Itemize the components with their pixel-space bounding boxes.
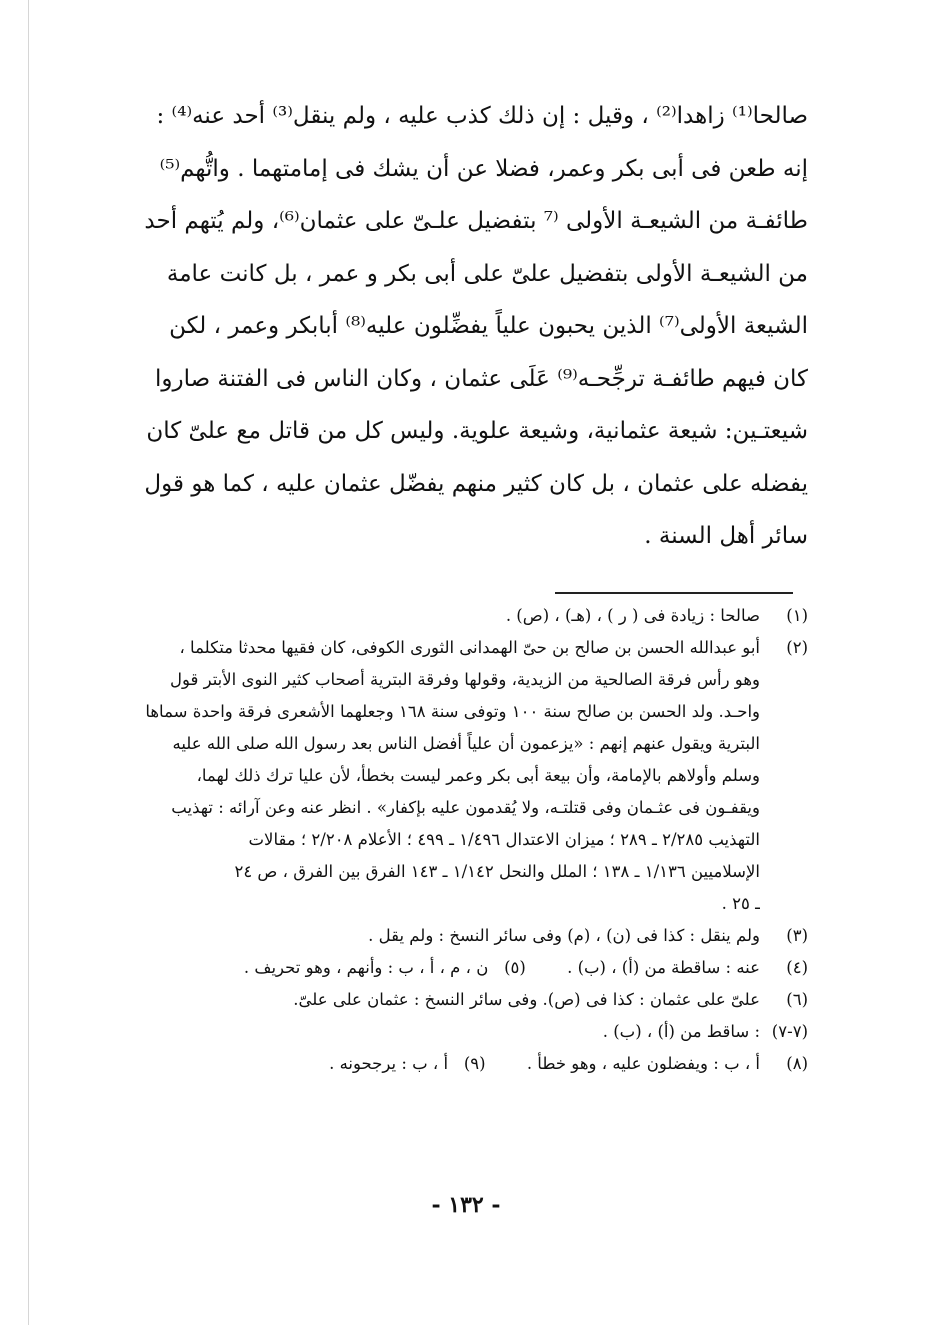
footnote-text: عنه : ساقطة من (أ) ، (ب) . — [567, 958, 760, 977]
footnote-text: الإسلاميين ١/١٣٦ ـ ١٣٨ ؛ الملل والنحل ١/١٤٢ ـ ١٤٣ الفرق بين الفرق ، ص ٢٤ — [234, 862, 760, 881]
footnote-text: أ ، ب : ويفضلون عليه ، وهو خطأ . — [526, 1054, 760, 1073]
footnote-8 — [92, 1048, 808, 1080]
main-line: طائفـة من الشيعـة الأولى ⁽⁷ بتفضيل علـىّ على عثمان⁽⁶⁾، ولم يُتهم أحد — [144, 208, 808, 234]
left-margin-line — [28, 0, 29, 1325]
main-line: الشيعة الأولى⁽⁷⁾ الذين يحبون علياً يفضِّلون عليه⁽⁸⁾ أبابكر وعمر ، لكن — [169, 313, 808, 339]
main-text-block — [92, 90, 808, 563]
footnote-number: (٥) — [504, 958, 526, 977]
footnote-number: (٣) — [786, 926, 808, 945]
footnote-2 — [92, 632, 808, 920]
footnote-text: ن ، م ، أ ، ب : وأنهم ، وهو تحريف . — [243, 958, 489, 977]
footnote-text: واحـد. ولد الحسن بن صالح سنة ١٠٠ وتوفى سنة ١٦٨ وجعلهما الأشعرى فرقة واحدة سماها — [145, 702, 760, 721]
footnote-7 — [92, 1016, 808, 1048]
footnotes-block — [92, 600, 808, 1080]
main-line: سائر أهل السنة . — [644, 523, 808, 549]
footnote-text: علىّ على عثمان : كذا فى (ص). وفى سائر النسخ : عثمان على علىّ. — [293, 990, 760, 1009]
footnote-line — [92, 1048, 760, 1080]
footnote-number: (٨) — [786, 1054, 808, 1073]
footnote-3 — [92, 920, 808, 952]
page-number: - ١٣٢ - — [431, 1192, 501, 1218]
footnote-1 — [92, 600, 808, 632]
footnote-6 — [92, 984, 808, 1016]
footnote-text: صالحا : زيادة فى ( ر ) ، (هـ) ، (ص) . — [505, 606, 760, 625]
footnote-text: أ ، ب : يرجحونه . — [329, 1054, 449, 1073]
main-line: شيعتـين: شيعة عثمانية، وشيعة علوية. وليس كل من قاتل مع علىّ كان — [146, 418, 808, 444]
footnote-4 — [92, 952, 808, 984]
main-paragraph — [92, 90, 808, 563]
footnote-text: أبو عبدالله الحسن بن صالح بن حىّ الهمدانى الثورى الكوفى، كان فقيها محدثا متكلما ، — [179, 638, 760, 657]
footnote-number: (١) — [786, 606, 808, 625]
footnote-text: ولم ينقل : كذا فى (ن) ، (م) وفى سائر النسخ : ولم يقل . — [368, 926, 760, 945]
footnote-9 — [329, 1048, 485, 1080]
main-line: صالحا⁽¹⁾ زاهدا⁽²⁾ ، وقيل : إن ذلك كذب عليه ، ولم ينقل⁽³⁾ أحد عنه⁽⁴⁾ : — [156, 103, 808, 129]
footnote-number: (٦) — [786, 990, 808, 1009]
footnote-5 — [244, 952, 526, 984]
footnote-text: وهو رأس فرقة الصالحية من الزيدية، وقولها وفرقة البترية أصحاب كثير النوى الأبتر قول — [169, 670, 760, 689]
main-line: كان فيهم طائفـة ترجِّحـه⁽⁹⁾ عَلَى عثمان ، وكان الناس فى الفتنة صاروا — [154, 365, 808, 392]
footnote-number: (٧-٧) — [771, 1022, 808, 1041]
footnote-text: ـ ٢٥ . — [721, 894, 760, 913]
main-line: من الشيعـة الأولى بتفضيل علىّ على أبى بكر و عمر ، بل كانت عامة — [166, 260, 808, 287]
footnote-text: البترية ويقول عنهم إنهم : «يزعمون أن علياً أفضل الناس بعد رسول الله صلى الله عليه — [172, 734, 760, 753]
footnote-text: التهذيب ٢/٢٨٥ ـ ٢٨٩ ؛ ميزان الاعتدال ١/٤٩٦ ـ ٤٩٩ ؛ الأعلام ٢/٢٠٨ ؛ مقالات — [248, 830, 760, 849]
footnote-number: (٢) — [786, 638, 808, 657]
main-line: إنه طعن فى أبى بكر وعمر، فضلا عن أن يشك فى إمامتهما . واتُّهم⁽⁵⁾ — [159, 155, 808, 182]
footnote-line — [92, 952, 760, 984]
footnote-number: (٤) — [786, 958, 808, 977]
footnote-number: (٩) — [463, 1054, 486, 1073]
footnote-text: وسلم وأولاهم بالإمامة، وأن بيعة أبى بكر وعمر ليست بخطأ، لأن عليا ترك ذلك لهما، — [196, 766, 760, 785]
main-line: يفضله على عثمان ، بل كان كثير منهم يفضّل عثمان عليه ، كما هو قول — [144, 470, 808, 497]
footnote-separator — [555, 592, 793, 594]
footnote-text: ويقفـون فى عثـمان وفى قتلتـه، ولا يُقدمون عليه بإكفار» . انظر عنه وعن آرائه : تهذيب — [171, 798, 760, 817]
footnote-text: : ساقط من (أ) ، (ب) . — [602, 1022, 760, 1041]
